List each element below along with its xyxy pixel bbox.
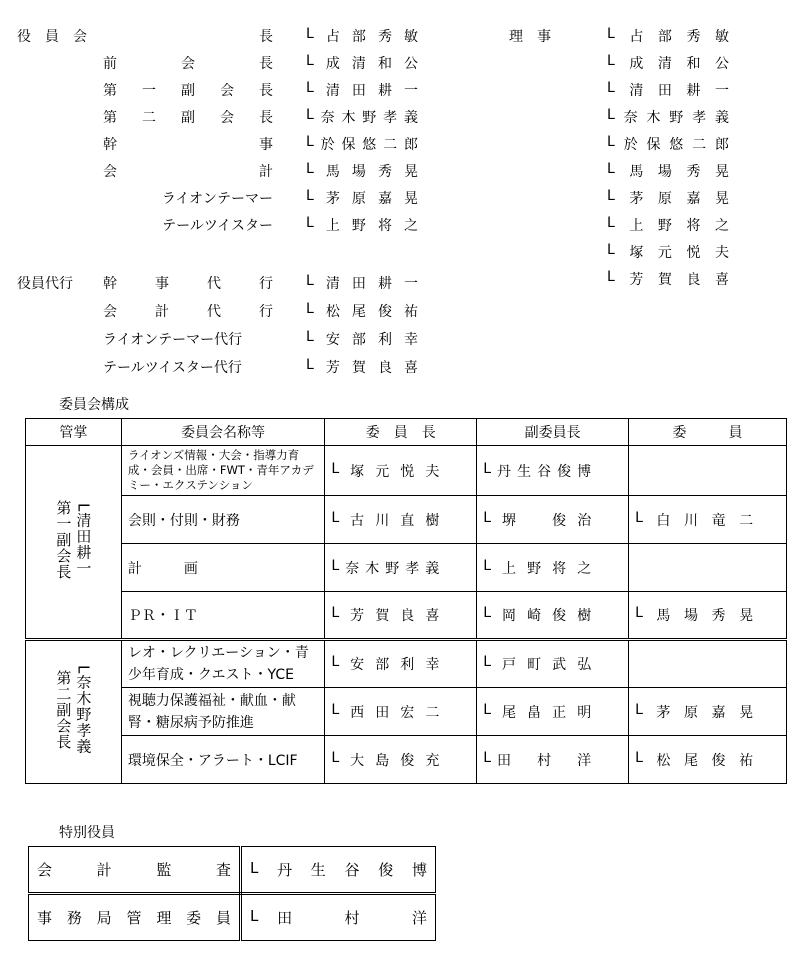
director-name xyxy=(607,53,729,73)
chair-name: L 西 田 宏 二 xyxy=(331,701,440,721)
committee-vice-chair xyxy=(477,496,629,544)
deputy-title xyxy=(103,273,273,293)
officer-title-part: 幹 xyxy=(103,137,117,153)
deputy-name xyxy=(306,273,418,293)
committee-name: レオ・レクリエーション・青少年育成・クエスト・YCE xyxy=(121,640,324,688)
committee-row xyxy=(26,496,787,544)
supervisor-cell xyxy=(26,640,122,784)
director-name xyxy=(607,269,729,289)
supervisor-text: L清田耕一 xyxy=(74,503,93,577)
director-name xyxy=(607,107,729,127)
director-name xyxy=(607,242,729,262)
supervisor-text: L奈木野孝義 xyxy=(74,665,93,755)
officer-title-part: 会 xyxy=(220,83,234,99)
committee-member xyxy=(629,736,787,784)
chair-name: L 塚 元 悦 夫 xyxy=(331,460,440,480)
deputy-name-text: L 清 田 耕 一 xyxy=(306,273,418,292)
officer-title xyxy=(103,161,273,181)
officer-title-part: テールツイスター xyxy=(162,218,273,234)
chair-name: L 大 島 俊 充 xyxy=(331,749,440,769)
officer-name-text: L 於 保 悠 二 郎 xyxy=(306,134,418,153)
deputy-name-text: L 安 部 利 幸 xyxy=(306,329,418,348)
special-title-cell xyxy=(29,894,241,941)
officer-title-part: 第 xyxy=(103,83,117,99)
officer-title xyxy=(103,80,273,100)
officer-title xyxy=(103,26,273,46)
special-heading: 特別役員 xyxy=(59,825,115,841)
special-name: L 田 村 洋 xyxy=(250,907,427,927)
deputy-name-text: L 松 尾 俊 祐 xyxy=(306,301,418,320)
officer-title-part: 副 xyxy=(181,83,195,99)
committee-row xyxy=(26,736,787,784)
director-name xyxy=(607,188,729,208)
officer-name xyxy=(306,188,418,208)
deputy-title xyxy=(103,329,273,349)
deputy-title-part: 代 xyxy=(207,276,221,292)
deputy-title-part: ライオンテーマー代行 xyxy=(103,332,243,348)
officer-name-text: L 奈 木 野 孝 義 xyxy=(306,107,418,126)
officer-title-part: 事 xyxy=(259,137,273,153)
committee-name: ライオンズ情報・大会・指導力育成・会員・出席・FWT・青年アカデミー・エクステンション xyxy=(121,446,324,496)
deputy-title-part: 事 xyxy=(155,276,169,292)
committee-chair xyxy=(325,592,477,640)
member-name: L 松 尾 俊 祐 xyxy=(635,749,754,769)
special-row xyxy=(29,847,436,894)
special-name-cell xyxy=(241,847,436,894)
officer-title-part: 計 xyxy=(259,164,273,180)
committee-heading: 委員会構成 xyxy=(59,397,129,413)
vice-chair-name: L 尾 畠 正 明 xyxy=(483,701,592,721)
committee-row xyxy=(26,640,787,688)
supervisor-text: 第二副会長 xyxy=(54,669,73,750)
officer-title xyxy=(103,188,273,208)
deputy-name-text: L 芳 賀 良 喜 xyxy=(306,357,418,376)
officer-name xyxy=(306,26,418,46)
committee-row xyxy=(26,446,787,496)
vice-chair-name: L 堺 俊 治 xyxy=(483,509,592,529)
member-name: L 茅 原 嘉 晃 xyxy=(635,701,754,721)
committee-chair xyxy=(325,544,477,592)
officer-title-part: 長 xyxy=(259,110,273,126)
committee-chair xyxy=(325,640,477,688)
special-title: 事 務 局 管 理 委 員 xyxy=(37,909,231,927)
officer-title-part: 第 xyxy=(103,110,117,126)
member-name: L 白 川 竜 二 xyxy=(635,509,754,529)
supervisor-text: 第一副会長 xyxy=(54,500,73,580)
special-title-cell xyxy=(29,847,241,894)
supervisor-cell xyxy=(26,446,122,640)
committee-chair xyxy=(325,496,477,544)
committee-chair xyxy=(325,446,477,496)
director-name-text: L 於 保 悠 二 郎 xyxy=(607,134,729,153)
committee-name: 計 画 xyxy=(121,544,324,592)
deputy-title-part: 行 xyxy=(259,276,273,292)
deputy-name xyxy=(306,301,418,321)
officer-name xyxy=(306,215,418,235)
committee-vice-chair xyxy=(477,688,629,736)
officer-name xyxy=(306,134,418,154)
committee-member xyxy=(629,544,787,592)
director-name-text: L 芳 賀 良 喜 xyxy=(607,269,729,288)
deputy-title-part: 代 xyxy=(207,304,221,320)
committee-member xyxy=(629,592,787,640)
officer-title xyxy=(103,134,273,154)
officer-title-part: ライオンテーマー xyxy=(161,191,273,207)
deputies-label: 役員代行 xyxy=(17,276,73,292)
committee-vice-chair xyxy=(477,736,629,784)
chair-name: L 奈 木 野 孝 義 xyxy=(331,557,440,577)
officer-title xyxy=(103,107,273,127)
vice-chair-name: L 上 野 将 之 xyxy=(483,557,592,577)
special-row xyxy=(29,894,436,941)
committee-member xyxy=(629,688,787,736)
officer-name-text: L 清 田 耕 一 xyxy=(306,80,418,99)
committee-row xyxy=(26,688,787,736)
officer-name xyxy=(306,53,418,73)
director-name-text: L 上 野 将 之 xyxy=(607,215,729,234)
committee-header-row xyxy=(26,419,787,446)
officer-title-part: 長 xyxy=(259,56,273,72)
officer-title-part: 長 xyxy=(259,29,273,45)
officer-title-part: 会 xyxy=(220,110,234,126)
vice-chair-name: L 田 村 洋 xyxy=(483,749,592,769)
member-name: L 馬 場 秀 晃 xyxy=(635,605,754,624)
officer-name-text: L 上 野 将 之 xyxy=(306,215,418,234)
deputy-title-part: テールツイスター代行 xyxy=(103,360,242,376)
header-chair: 委 員 長 xyxy=(325,419,477,446)
officer-name xyxy=(306,161,418,181)
chair-name: L 古 川 直 樹 xyxy=(331,509,440,529)
special-name-cell xyxy=(241,894,436,941)
director-name-text: L 清 田 耕 一 xyxy=(607,80,729,99)
officers-label: 役 員 会 xyxy=(17,29,87,45)
committee-vice-chair xyxy=(477,446,629,496)
officer-name xyxy=(306,80,418,100)
committee-name: 視聴力保護福祉・献血・献腎・糖尿病予防推進 xyxy=(121,688,324,736)
deputy-name xyxy=(306,329,418,349)
header-vice-chair: 副委員長 xyxy=(477,419,629,446)
vice-chair-name: L 戸 町 武 弘 xyxy=(483,654,592,673)
committee-vice-chair xyxy=(477,592,629,640)
committee-chair xyxy=(325,688,477,736)
director-name xyxy=(607,80,729,100)
committee-row xyxy=(26,592,787,640)
chair-name: L 安 部 利 幸 xyxy=(331,654,440,673)
deputy-title-part: 計 xyxy=(155,304,169,320)
director-name-text: L 馬 場 秀 晃 xyxy=(607,161,729,180)
vice-chair-name: L 岡 崎 俊 樹 xyxy=(483,605,592,624)
special-title: 会 計 監 査 xyxy=(37,861,231,879)
committee-name: ＰＲ・ＩＴ xyxy=(121,592,324,640)
director-name-text: L 成 清 和 公 xyxy=(607,53,729,72)
officer-name-text: L 占 部 秀 敏 xyxy=(306,26,418,45)
deputy-title-part: 行 xyxy=(259,304,273,320)
directors-label: 理 事 xyxy=(509,29,551,45)
header-members: 委 員 xyxy=(629,419,787,446)
deputy-title-part: 幹 xyxy=(103,276,117,292)
deputy-name xyxy=(306,357,418,377)
director-name-text: L 茅 原 嘉 晃 xyxy=(607,188,729,207)
committee-member xyxy=(629,446,787,496)
officer-title-part: 会 xyxy=(103,164,117,180)
chair-name: L 芳 賀 良 喜 xyxy=(331,605,440,624)
officer-title-part: 長 xyxy=(259,83,273,99)
special-officers-table xyxy=(28,846,436,941)
director-name-text: L 奈 木 野 孝 義 xyxy=(607,107,729,126)
committee-chair xyxy=(325,736,477,784)
committee-table xyxy=(25,418,787,784)
director-name xyxy=(607,134,729,154)
officer-name-text: L 茅 原 嘉 晃 xyxy=(306,188,418,207)
committee-vice-chair xyxy=(477,544,629,592)
officer-title-part: 一 xyxy=(142,83,156,99)
officer-title-part: 二 xyxy=(142,110,156,126)
header-committee-name: 委員会名称等 xyxy=(121,419,324,446)
officer-name xyxy=(306,107,418,127)
committee-row xyxy=(26,544,787,592)
committee-name: 会則・付則・財務 xyxy=(121,496,324,544)
committee-vice-chair xyxy=(477,640,629,688)
committee-member xyxy=(629,496,787,544)
director-name xyxy=(607,26,729,46)
officer-title-part: 前 xyxy=(103,56,117,72)
officer-title-part: 副 xyxy=(181,110,195,126)
officer-title xyxy=(103,53,273,73)
vice-chair-name: L 丹 生 谷 俊 博 xyxy=(483,460,592,480)
officer-title xyxy=(103,215,273,235)
deputy-title xyxy=(103,357,273,377)
director-name-text: L 占 部 秀 敏 xyxy=(607,26,729,45)
officer-name-text: L 成 清 和 公 xyxy=(306,53,418,72)
header-supervisor: 管掌 xyxy=(26,419,122,446)
officer-name-text: L 馬 場 秀 晃 xyxy=(306,161,418,180)
director-name xyxy=(607,215,729,235)
deputy-title-part: 会 xyxy=(103,304,117,320)
director-name-text: L 塚 元 悦 夫 xyxy=(607,242,729,261)
officer-title-part: 会 xyxy=(181,56,195,72)
director-name xyxy=(607,161,729,181)
deputy-title xyxy=(103,301,273,321)
committee-member xyxy=(629,640,787,688)
special-name: L 丹 生 谷 俊 博 xyxy=(250,859,427,879)
committee-name: 環境保全・アラート・LCIF xyxy=(121,736,324,784)
